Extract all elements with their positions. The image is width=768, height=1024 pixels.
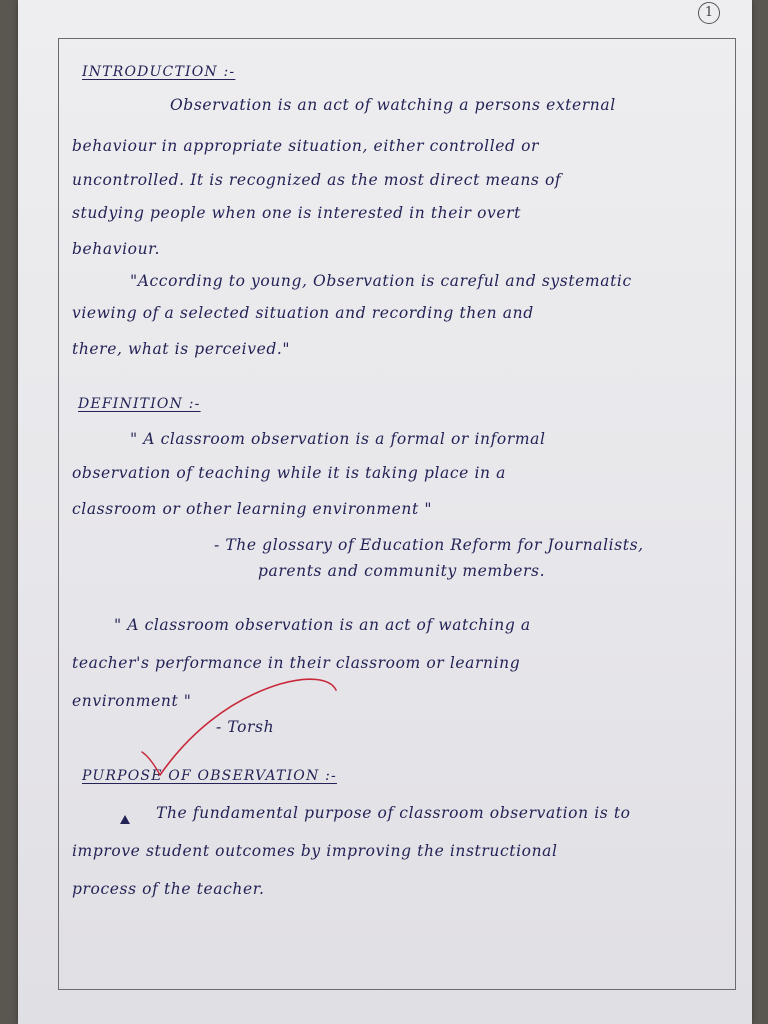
purpose-line: The fundamental purpose of classroom observation is to bbox=[156, 804, 631, 822]
purpose-heading: PURPOSE OF OBSERVATION :- bbox=[82, 768, 337, 784]
definition-source-line: - The glossary of Education Reform for Journalists, bbox=[214, 536, 644, 554]
purpose-line: improve student outcomes by improving the instructional bbox=[72, 842, 558, 860]
definition-quote-line: classroom or other learning environment " bbox=[72, 500, 433, 518]
introduction-heading: INTRODUCTION :- bbox=[82, 64, 236, 80]
definition-quote-line: observation of teaching while it is taking place in a bbox=[72, 464, 506, 482]
definition-quote-line: " A classroom observation is a formal or informal bbox=[130, 430, 546, 448]
definition-source-line: parents and community members. bbox=[258, 562, 546, 580]
intro-quote-line: there, what is perceived." bbox=[72, 340, 291, 358]
notebook-page bbox=[18, 0, 752, 1024]
triangle-bullet-icon bbox=[120, 815, 130, 824]
intro-line: behaviour in appropriate situation, either controlled or bbox=[72, 137, 540, 155]
definition-quote-line: " A classroom observation is an act of watching a bbox=[114, 616, 531, 634]
intro-line: uncontrolled. It is recognized as the most direct means of bbox=[72, 171, 562, 189]
intro-quote-line: "According to young, Observation is careful and systematic bbox=[130, 272, 632, 290]
intro-line: Observation is an act of watching a persons external bbox=[170, 96, 616, 114]
purpose-line: process of the teacher. bbox=[72, 880, 265, 898]
definition-quote-line: environment " bbox=[72, 692, 192, 710]
page-number: 1 bbox=[698, 2, 720, 24]
definition-source: - Torsh bbox=[216, 718, 275, 736]
definition-heading: DEFINITION :- bbox=[78, 396, 201, 412]
definition-quote-line: teacher's performance in their classroom or learning bbox=[72, 654, 521, 672]
intro-line: studying people when one is interested in their overt bbox=[72, 204, 521, 222]
intro-quote-line: viewing of a selected situation and recording then and bbox=[72, 304, 534, 322]
intro-line: behaviour. bbox=[72, 240, 160, 258]
